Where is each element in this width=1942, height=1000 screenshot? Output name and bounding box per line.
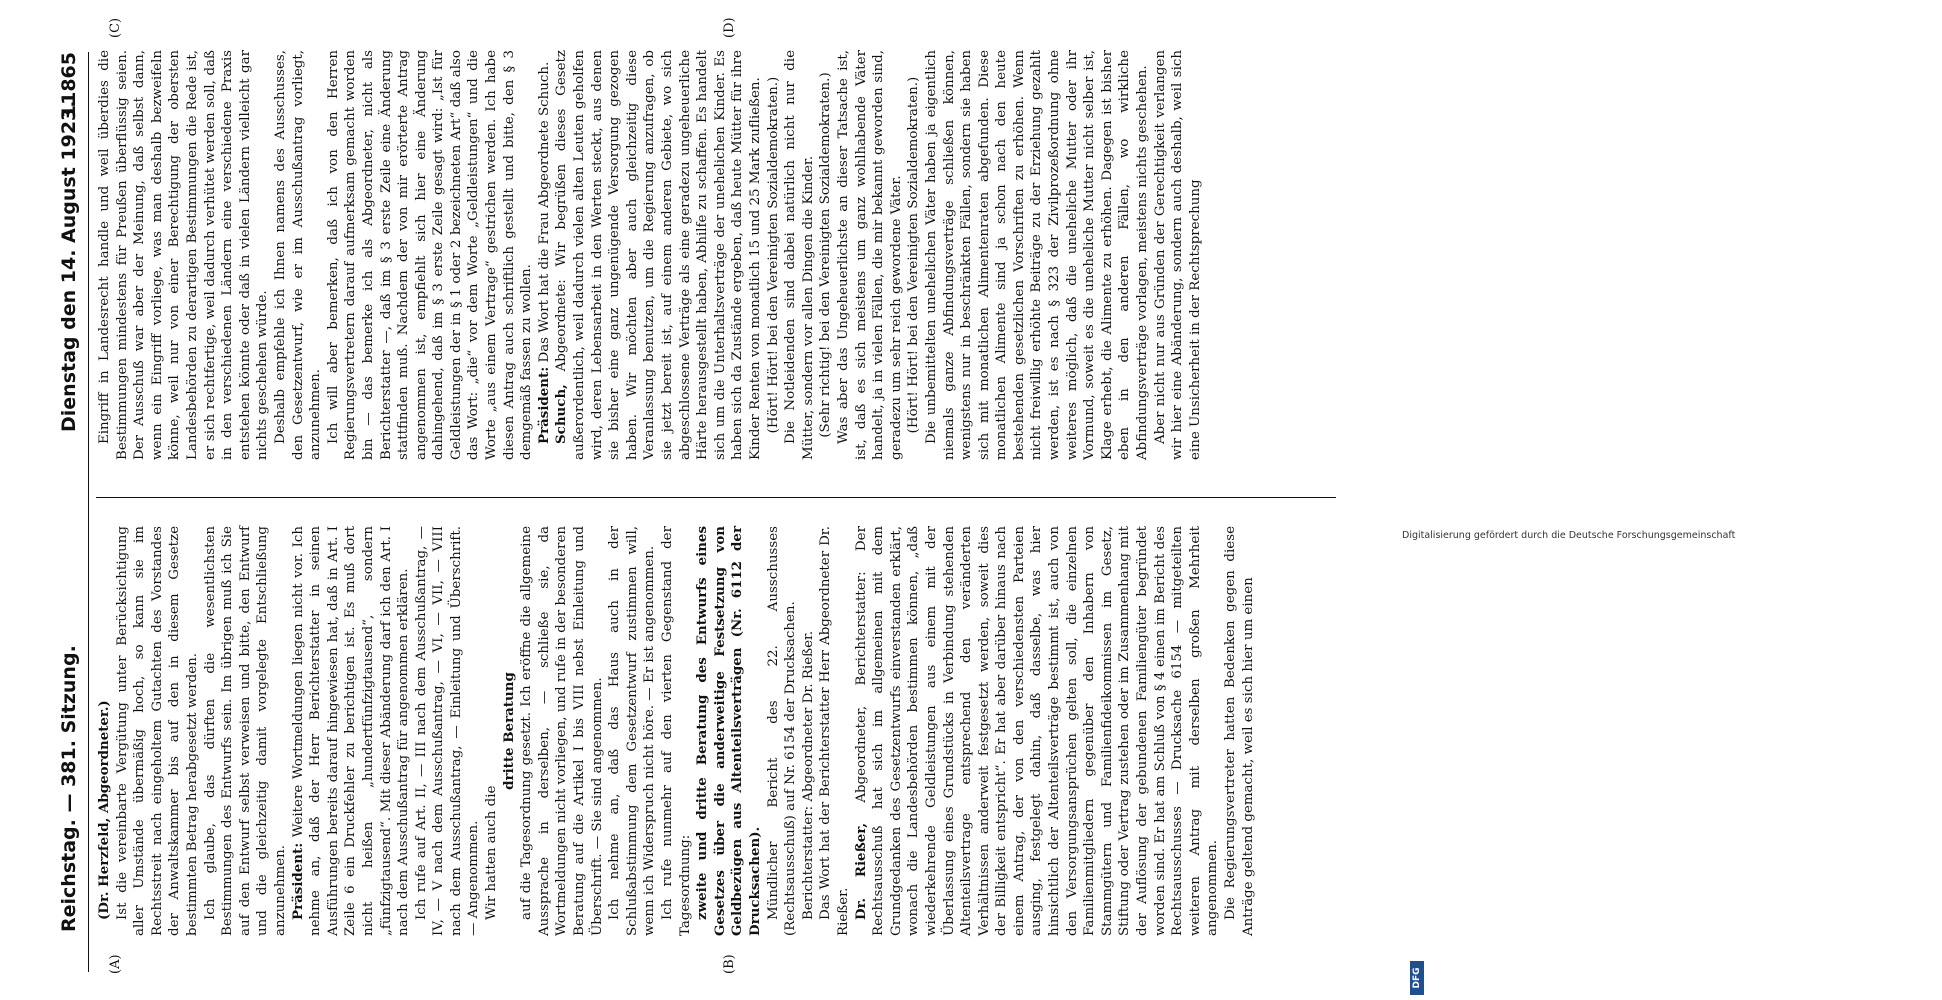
paragraph [817, 526, 852, 936]
paragraph [817, 50, 835, 460]
paragraph-text: zweite und dritte Beratung des Entwurfs eines Gesetzes über die anderweitige Festsetzung von Geldbezügen aus Altenteilsverträgen (Nr. 6112 der Drucksachen). [694, 526, 763, 936]
speaker-name: Präsident: [535, 366, 552, 444]
paragraph [659, 526, 694, 936]
paragraph-text: Wir hatten auch die [484, 785, 500, 920]
paragraph [923, 50, 1152, 460]
paragraph-text: Ist die vereinbarte Vergütung unter Berücksichtigung aller Umstände übermäßig hoch, so kann sie im Rechtsstreit nach eingeholtem Gutachten des Vorstandes der Anwaltskammer bis auf den in diesem Gesetze bestimmten Betrag herabgesetzt werden. [114, 526, 200, 936]
speaker-name: Präsident: [289, 842, 306, 920]
paragraph-text: Ich glaube, das dürften die wesentlichsten Bestimmungen des Entwurfs sein. Im übrigen muß ich Sie auf den Entwurf selbst verweisen und bitte, den Entwurf und die gleichzeitig damit vorgelegte Entschließung anzunehmen. [202, 526, 288, 936]
page-header [48, 52, 89, 972]
paragraph [96, 526, 114, 936]
paragraph [483, 526, 501, 936]
paragraph-text: Das Wort hat die Frau Abgeordnete Schuch. [536, 61, 552, 363]
paragraph [1152, 50, 1205, 460]
paragraph-text: Die Notleidenden sind dabei natürlich nicht nur die Mütter, sondern vor allen Dingen die Kinder. [783, 50, 816, 460]
paragraph [853, 526, 1222, 936]
paragraph [553, 50, 764, 460]
paragraph-text: (Hört! Hört! bei den Vereinigten Sozialdemokraten.) [906, 76, 922, 434]
margin-marker-b: (B) [722, 954, 737, 974]
paragraph-text: Aber nicht nur aus Gründen der Gerechtigkeit verlangen wir hier eine Abänderung, sondern auch deshalb, weil sich eine Unsicherheit in der Rechtsprechung [1152, 50, 1203, 460]
paragraph [272, 50, 325, 460]
margin-marker-c: (C) [108, 17, 123, 38]
speaker-name: Schuch, [553, 384, 570, 444]
paragraph-text: Das Wort hat der Berichterstatter Herr Abgeordneter Dr. Rießer. [818, 526, 851, 936]
paragraph-text: Abgeordneter, Berichterstatter: Der Rechtsausschuß hat sich im allgemeinen mit dem Grundgedanken des Gesetzentwurfs einverstanden erklärt, wonach die Landesbehörden bestimmen können, „daß wiederkehrende Geldleistungen aus einem mit der Überlassung eines Grundstücks in Verbindung stehenden Altenteilsvertrage entsprechend den veränderten Verhältnissen anderweit festgesetzt werden, soweit dies der Billigkeit entspricht“. Er hat aber darüber hinaus nach einem Antrag, der von den verschiedensten Parteien ausging, festgelegt dahin, daß dasselbe, was hier hinsichtlich der Altenteilsverträge bestimmt ist, auch von den Versorgungsansprüchen gelten soll, die einzelnen Familienmitgliedern gegenüber den Inhabern von Stammgütern und Familienfideikommissen im Gesetz, Stiftung oder Vertrag zustehen oder im Zusammenhang mit der Auflösung der gebundenen Familiengüter begründet worden sind. Er hat am Schluß von § 4 einen im Bericht des Rechtsausschusses — Drucksache 6154 — mitgeteilten weiteren Antrag mit derselben großen Mehrheit angenommen. [853, 526, 1221, 936]
paragraph [835, 50, 905, 460]
paragraph [413, 526, 483, 936]
paragraph-text: Ich rufe auf Art. II, — III nach dem Ausschußantrag, — IV, — V nach dem Ausschußantrag, — VI, — VII, — VIII nach dem Ausschußantrag, — Einleitung und Überschrift. — Angenommen. [413, 526, 482, 936]
paragraph-text: dritte Beratung [500, 672, 517, 790]
margin-marker-a: (A) [108, 954, 123, 974]
paragraph [694, 526, 764, 936]
margin-marker-d: (D) [722, 17, 737, 38]
paragraph-text: Weitere Wortmeldungen liegen nicht vor. Ich nehme an, daß der Herr Berichterstatter in seinen Ausführungen bereits darauf hingewiesen hat, daß in Art. I Zeile 6 ein Druckfehler zu berichtigen ist. Es muß dort nicht heißen „hundertfünfzigtausend“, sondern „fünfzigtausend“. Mit dieser Abänderung darf ich den Art. I nach dem Ausschußantrag für angenommen erklären. [290, 526, 412, 936]
paragraph-text: Die Regierungsvertreter hatten Bedenken gegen diese Anträge geltend gemacht, weil es sich hier um einen [1223, 526, 1256, 936]
paragraph-text: Berichterstatter: Abgeordneter Dr. Rießer. [800, 630, 816, 920]
paragraph-text: Die unbemittelten unehelichen Väter haben ja eigentlich niemals ganze Abfindungsverträge schließen können, wenigstens nur in beschränkten Fällen, sondern sie haben sich mit monatlichen Alimentenraten abgefunden. Diese monatlichen Alimente sind ja schon nach den heute bestehenden gesetzlichen Vorschriften zu erhöhen. Wenn nicht freiwillig erhöhte Beiträge zu der Erziehung gezahlt werden, ist es nach § 323 der Zivilprozeßordnung ohne weiteres möglich, daß die uneheliche Mutter oder ihr Vormund, soweit es die uneheliche Mutter nicht selber ist, Klage erhebt, die Alimente zu erhöhen. Dagegen ist bisher eben in den anderen Fällen, wo wirkliche Abfindungsverträge vorlagen, meistens nichts geschehen. [923, 50, 1151, 460]
paragraph-text: Eingriff in Landesrecht handle und weil überdies die Bestimmungen mindestens für Preußen überflüssig seien. Der Ausschuß war aber der Meinung, daß selbst dann, wenn ein Eingriff vorliege, was man deshalb bezweifeln könne, weil nur von einer Berechtigung der obersten Landesbehörden zu derartigen Bestimmungen die Rede ist, er sich rechtfertige, weil dadurch verhütet werden soll, daß in den verschiedenen Ländern eine verschiedene Praxis entstehen könnte oder daß in vielen Ländern vielleicht gar nichts geschehen würde. [97, 50, 271, 460]
paragraph-text: Was aber das Ungeheuerlichste an dieser Tatsache ist, ist, daß es sich meistens um ganz wohlhabende Väter handelt, ja in vielen Fällen, die mir bekannt geworden sind, geradezu um sehr reich gewordene Väter. [835, 50, 904, 460]
speaker-name: (Dr. Herzfeld, Abgeordneter.) [96, 700, 112, 920]
paragraph [536, 50, 554, 460]
paragraph [290, 526, 413, 936]
column-divider [96, 497, 1336, 498]
digitization-note: Digitalisierung gefördert durch die Deutsche Forschungsgemeinschaft [1402, 530, 1736, 541]
paragraph-text: Ich rufe nunmehr auf den vierten Gegenstand der Tagesordnung: [660, 526, 693, 936]
paragraph [202, 526, 290, 936]
paragraph [501, 526, 519, 936]
paragraph [606, 526, 659, 936]
paragraph-text: Ich nehme an, daß das Haus auch in der Schlußabstimmung dem Gesetzentwurf zustimmen will, wenn ich Widerspruch nicht höre. — Er ist angenommen. [607, 526, 658, 936]
paragraph-text: (Sehr richtig! bei den Vereinigten Sozialdemokraten.) [818, 72, 834, 438]
paragraph [96, 50, 272, 460]
paragraph-text: Abgeordnete: Wir begrüßen dieses Gesetz außerordentlich, weil dadurch vielen alten Leuten geholfen wird, deren Lebensarbeit in den Werten steckt, aus denen sie bisher eine ganz ungenügende Versorgung gezogen haben. Wir möchten aber auch gleichzeitig diese Veranlassung benutzen, um die Regierung anzufragen, ob sie jetzt bereit ist, auf einem anderen Gebiete, wo sich abgeschlossene Verträge als eine geradezu ungeheuerliche Härte herausgestellt haben, Abhilfe zu schaffen. Es handelt sich um die Unterhaltsverträge der unehelichen Kinder. Es haben sich da Zustände ergeben, daß heute Mütter für ihre Kinder Renten von monatlich 15 und 25 Mark zufließen. [554, 50, 763, 460]
paragraph [1222, 526, 1257, 936]
paragraph [905, 50, 923, 460]
paragraph [765, 526, 800, 936]
paragraph [765, 50, 783, 460]
paragraph-text: auf die Tagesordnung gesetzt. Ich eröffne die allgemeine Aussprache in derselben, — schließe sie, da Wortmeldungen nicht vorliegen, und rufe in der besonderen Beratung auf die Artikel I bis VIII nebst Einleitung und Überschrift. — Sie sind angenommen. [519, 526, 605, 936]
header-session: Reichstag. — 381. Sitzung. [58, 645, 80, 932]
paragraph-text: Ich will aber bemerken, daß ich von den Herren Regierungsvertretern darauf aufmerksam gemacht worden bin — das bemerke ich als Abgeordneter, nicht als Berichterstatter —, daß im § 3 erste Zeile eine Änderung stattfinden muß. Nachdem der von mir erörterte Antrag angenommen ist, empfiehlt sich hier eine Änderung dahingehend, daß im § 3 erste Zeile gesagt wird: „Ist für Geldleistungen der in § 1 oder 2 bezeichneten Art“ daß also das Wort: „die“ vor dem Worte „Geldleistungen“ und die Worte „aus einem Vertrage“ gestrichen werden. Ich habe diesen Antrag auch schriftlich gestellt und bitte, den § 3 demgemäß fassen zu wollen. [325, 50, 535, 460]
paragraph-text: Mündlicher Bericht des 22. Ausschusses (Rechtsausschuß) auf Nr. 6154 der Drucksachen. [765, 526, 799, 936]
paragraph-text: (Hört! Hört! bei den Vereinigten Sozialdemokraten.) [765, 76, 781, 434]
speaker-name: Dr. Rießer, [852, 822, 869, 920]
paragraph [114, 526, 202, 936]
dfg-logo: DFG [1410, 961, 1424, 995]
paragraph-text: Deshalb empfehle ich Ihnen namens des Ausschusses, den Gesetzentwurf, wie er im Ausschußantrag vorliegt, anzunehmen. [272, 50, 324, 460]
paragraph [325, 50, 536, 460]
right-text-column [96, 50, 1336, 460]
paragraph [800, 526, 818, 936]
paragraph [782, 50, 817, 460]
header-date: Dienstag den 14. August 1923. [58, 100, 80, 432]
paragraph [518, 526, 606, 936]
page-number: 11865 [58, 52, 80, 119]
left-text-column [96, 526, 1336, 936]
